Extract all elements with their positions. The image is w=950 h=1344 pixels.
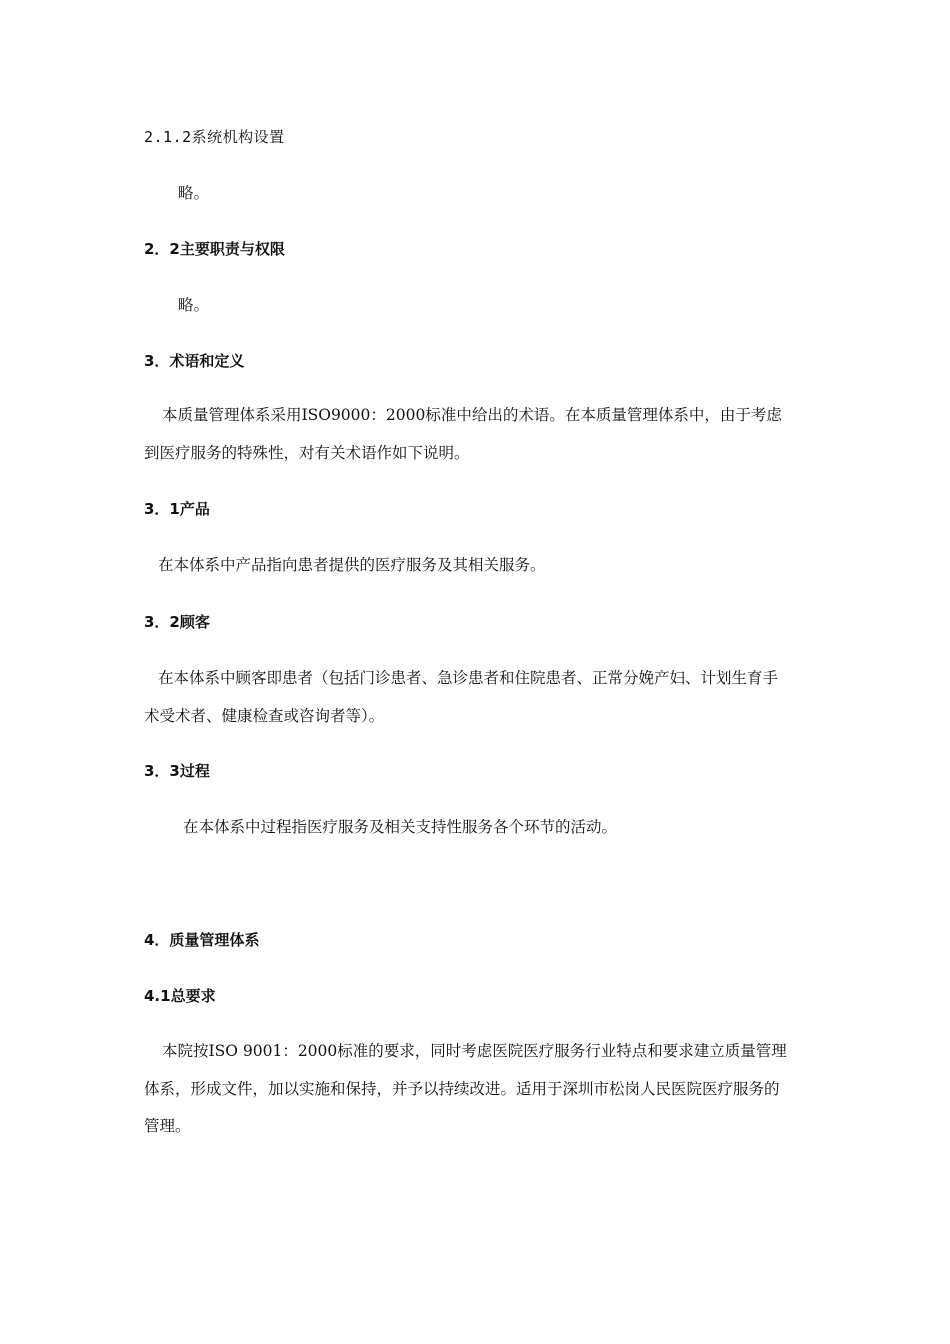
section-2-1-2-heading: 2.1.2系统机构设置 [144,128,285,146]
section-3-2-body-line-1: 在本体系中顾客即患者（包括门诊患者、急诊患者和住院患者、正常分娩产妇、计划生育手 [158,669,779,687]
section-2-1-2-body: 略。 [178,184,210,202]
section-4-1-body-line-3: 管理。 [144,1117,191,1135]
section-4-1-body-line-1: 本院按ISO 9001：2000标准的要求，同时考虑医院医疗服务行业特点和要求建立质量管理 [162,1042,787,1060]
section-4-1-heading: 4.1总要求 [144,987,216,1005]
section-3-body-line-2: 到医疗服务的特殊性，对有关术语作如下说明。 [144,444,470,462]
section-3-1-heading: 3．1产品 [144,500,210,518]
section-3-heading: 3．术语和定义 [144,352,245,370]
section-3-3-heading: 3．3过程 [144,762,210,780]
section-3-2-heading: 3．2顾客 [144,613,210,631]
section-2-2-heading: 2．2主要职责与权限 [144,240,285,258]
section-3-body-line-1: 本质量管理体系采用ISO9000：2000标准中给出的术语。在本质量管理体系中，由于考虑 [162,406,782,424]
section-4-heading: 4．质量管理体系 [144,931,260,949]
section-3-3-body: 在本体系中过程指医疗服务及相关支持性服务各个环节的活动。 [183,818,618,836]
section-3-2-body-line-2: 术受术者、健康检查或咨询者等）。 [144,707,385,725]
section-3-1-body: 在本体系中产品指向患者提供的医疗服务及其相关服务。 [158,556,546,574]
section-2-2-body: 略。 [178,296,210,314]
section-4-1-body-line-2: 体系，形成文件，加以实施和保持，并予以持续改进。适用于深圳市松岗人民医院医疗服务的 [144,1080,780,1098]
